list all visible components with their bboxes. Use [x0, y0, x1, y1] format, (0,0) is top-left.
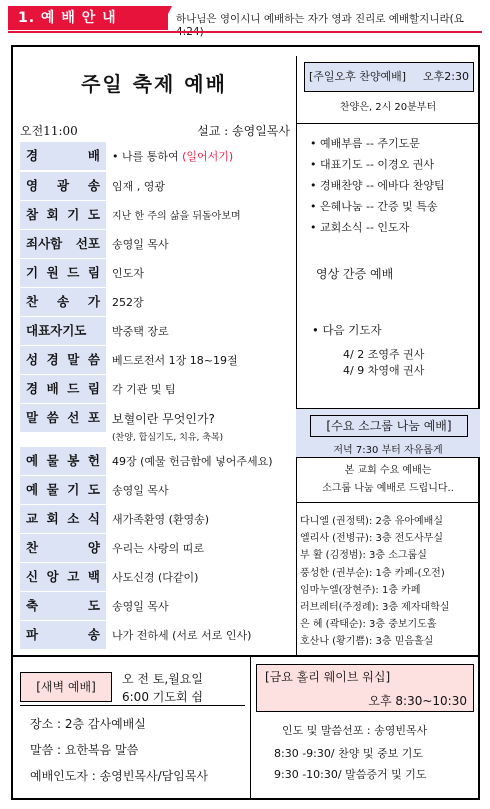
top-bar — [0, 0, 490, 36]
order-row — [20, 621, 290, 649]
order-row — [20, 142, 290, 170]
order-value: 사도신경 (다같이) — [112, 571, 199, 584]
list-item: 은 혜 (곽태순): 3층 중보기도홀 — [300, 619, 437, 631]
small-group-list — [300, 512, 449, 650]
dawn-title: [새벽 예배] — [20, 672, 112, 702]
order-row — [20, 230, 290, 258]
order-label: 찬 송 가 — [20, 288, 106, 316]
afternoon-order-list — [310, 135, 445, 240]
order-label: 죄사함 선포 — [20, 230, 106, 258]
afternoon-title: [주일오후 찬양예배] — [309, 70, 407, 83]
order-row — [20, 447, 290, 475]
list-item: 부 활 (김정범): 3층 소그룹실 — [300, 550, 427, 562]
sunday-time: 오전11:00 — [20, 124, 78, 138]
order-label: 교 회 소 식 — [20, 505, 106, 533]
order-value: • 나를 통하여 — [112, 150, 179, 163]
order-row — [20, 592, 290, 620]
order-row — [20, 534, 290, 562]
order-row — [20, 259, 290, 287]
list-item: • 경배찬양 -- 에바다 찬양팀 — [310, 179, 445, 192]
next-prayer-label: • 다음 기도자 — [312, 323, 382, 337]
section-tab-arrow — [160, 6, 172, 30]
order-value: 인도자 — [112, 267, 144, 280]
order-value: 나가 전하세 (서로 서로 인사) — [112, 629, 252, 642]
friday-title: [금요 홀리 웨이브 워십] — [265, 670, 391, 684]
order-row — [20, 563, 290, 591]
bottom-divider — [11, 655, 480, 657]
friday-time: 오후 8:30~10:30 — [368, 694, 467, 708]
afternoon-time: 오후2:30 — [423, 70, 469, 83]
sunday-sermon: 설교 : 송영일목사 — [197, 124, 290, 138]
dawn-divider — [20, 705, 245, 706]
dawn-place: 장소 : 2층 감사예배실 — [30, 717, 146, 731]
wednesday-note-line: 본 교회 수요 예배는 — [344, 465, 432, 476]
order-value: 송영일 목사 — [112, 238, 169, 251]
list-item: • 대표기도 -- 이경오 권사 — [310, 158, 435, 171]
order-label: 성 경 말 씀 — [20, 346, 106, 374]
order-value-wrap — [112, 148, 233, 164]
list-item: • 예배부름 -- 주기도문 — [310, 137, 420, 150]
friday-leader: 인도 및 말씀선포 : 송영빈목사 — [282, 724, 428, 737]
order-label: 예 물 봉 헌 — [20, 447, 106, 475]
order-label: 파 송 — [20, 621, 106, 649]
wednesday-note-line: 소그룹 나눔 예배로 드립니다.. — [322, 483, 454, 494]
order-value: 보혈이란 무엇인가? — [112, 412, 215, 426]
wednesday-divider — [296, 502, 480, 503]
next-prayer-item: 4/ 2 조영주 권사 — [343, 348, 425, 361]
section-tab: 1. 예 배 안 내 — [8, 6, 168, 30]
friday-header — [256, 664, 474, 712]
order-row — [20, 375, 290, 403]
order-row — [20, 288, 290, 316]
wednesday-note — [296, 462, 480, 498]
order-value-note: (일어서기) — [182, 150, 234, 163]
order-label: 기 원 드 림 — [20, 259, 106, 287]
afternoon-subtitle: 찬양은, 2시 20분부터 — [296, 96, 480, 124]
list-item: 엘리사 (전병규): 3층 전도사무실 — [300, 533, 443, 545]
order-label: 경 배 드 림 — [20, 375, 106, 403]
order-label: 신 앙 고 백 — [20, 563, 106, 591]
wednesday-title: [수요 소그룹 나눔 예배] — [310, 415, 468, 437]
list-item: 호산나 (황기쁨): 3층 믿음홀실 — [300, 636, 434, 648]
order-row — [20, 404, 290, 443]
dawn-leader: 예배인도자 : 송영빈목사/담임목사 — [30, 769, 209, 783]
order-value: 각 기관 및 팀 — [112, 383, 176, 396]
order-subnote: (찬양, 합심기도, 치유, 축복) — [112, 433, 224, 443]
order-label: 참 회 기 도 — [20, 201, 106, 229]
order-row — [20, 476, 290, 504]
order-row — [20, 346, 290, 374]
order-value: 49장 (예물 헌금함에 넣어주세요) — [112, 455, 273, 468]
dawn-word: 말씀 : 요한복음 말씀 — [30, 743, 139, 757]
friday-schedule: 8:30 -9:30/ 찬양 및 중보 기도 — [274, 747, 423, 760]
order-value: 252장 — [112, 296, 144, 309]
order-value: 새가족환영 (환영송) — [112, 513, 210, 526]
order-value: 송영일 목사 — [112, 484, 169, 497]
order-value: 베드로전서 1장 18~19절 — [112, 354, 238, 367]
list-item: • 은혜나눔 -- 간증 및 특송 — [310, 200, 438, 213]
order-value: 박중택 장로 — [112, 325, 169, 338]
list-item: 러브레터(주정례): 3층 제자대학실 — [300, 601, 450, 613]
friday-schedule: 9:30 -10:30/ 말씀증거 및 기도 — [274, 768, 427, 781]
header-verse: 하나님은 영이시니 예배하는 자가 영과 진리로 예배할지니라(요 — [176, 13, 464, 25]
bottom-column-divider — [250, 655, 251, 800]
video-testimony: 영상 간증 예배 — [316, 267, 394, 281]
header-rule — [8, 31, 482, 33]
order-label: 경 배 — [20, 142, 106, 170]
list-item: • 교회소식 -- 인도자 — [310, 221, 410, 234]
order-row — [20, 505, 290, 533]
dawn-time-line: 오 전 토,월요일 — [122, 672, 203, 686]
list-item: 풍성한 (권부순): 1층 카페-(오전) — [300, 567, 445, 579]
sunday-title: 주일 축제 예배 — [81, 72, 227, 96]
order-label: 말 씀 선 포 — [20, 404, 106, 432]
order-label: 찬 양 — [20, 534, 106, 562]
column-divider — [296, 56, 297, 655]
list-item: 다니엘 (권정택): 2층 유아예배실 — [300, 516, 443, 527]
order-label: 영 광 송 — [20, 172, 106, 200]
order-value: 송영일 목사 — [112, 600, 169, 613]
order-label: 축 도 — [20, 592, 106, 620]
list-item: 임마누엘(장현주): 1층 카페 — [300, 584, 421, 596]
order-value: 지난 한 주의 삶을 뒤돌아보며 — [112, 211, 241, 222]
order-value: 우리는 사랑의 띠로 — [112, 542, 205, 555]
afternoon-header — [304, 62, 474, 92]
order-row — [20, 317, 290, 345]
dawn-time-line: 6:00 기도회 쉼 — [122, 690, 203, 704]
wednesday-time: 저녁 7:30 부터 자유롭게 — [333, 445, 443, 456]
order-row — [20, 201, 290, 229]
next-prayer-item: 4/ 9 차영애 권사 — [343, 364, 425, 377]
order-row — [20, 172, 290, 200]
wednesday-header — [296, 408, 480, 458]
order-label: 예 물 기 도 — [20, 476, 106, 504]
order-label: 대표자기도 — [20, 317, 106, 345]
order-value: 임재 , 영광 — [112, 180, 165, 193]
